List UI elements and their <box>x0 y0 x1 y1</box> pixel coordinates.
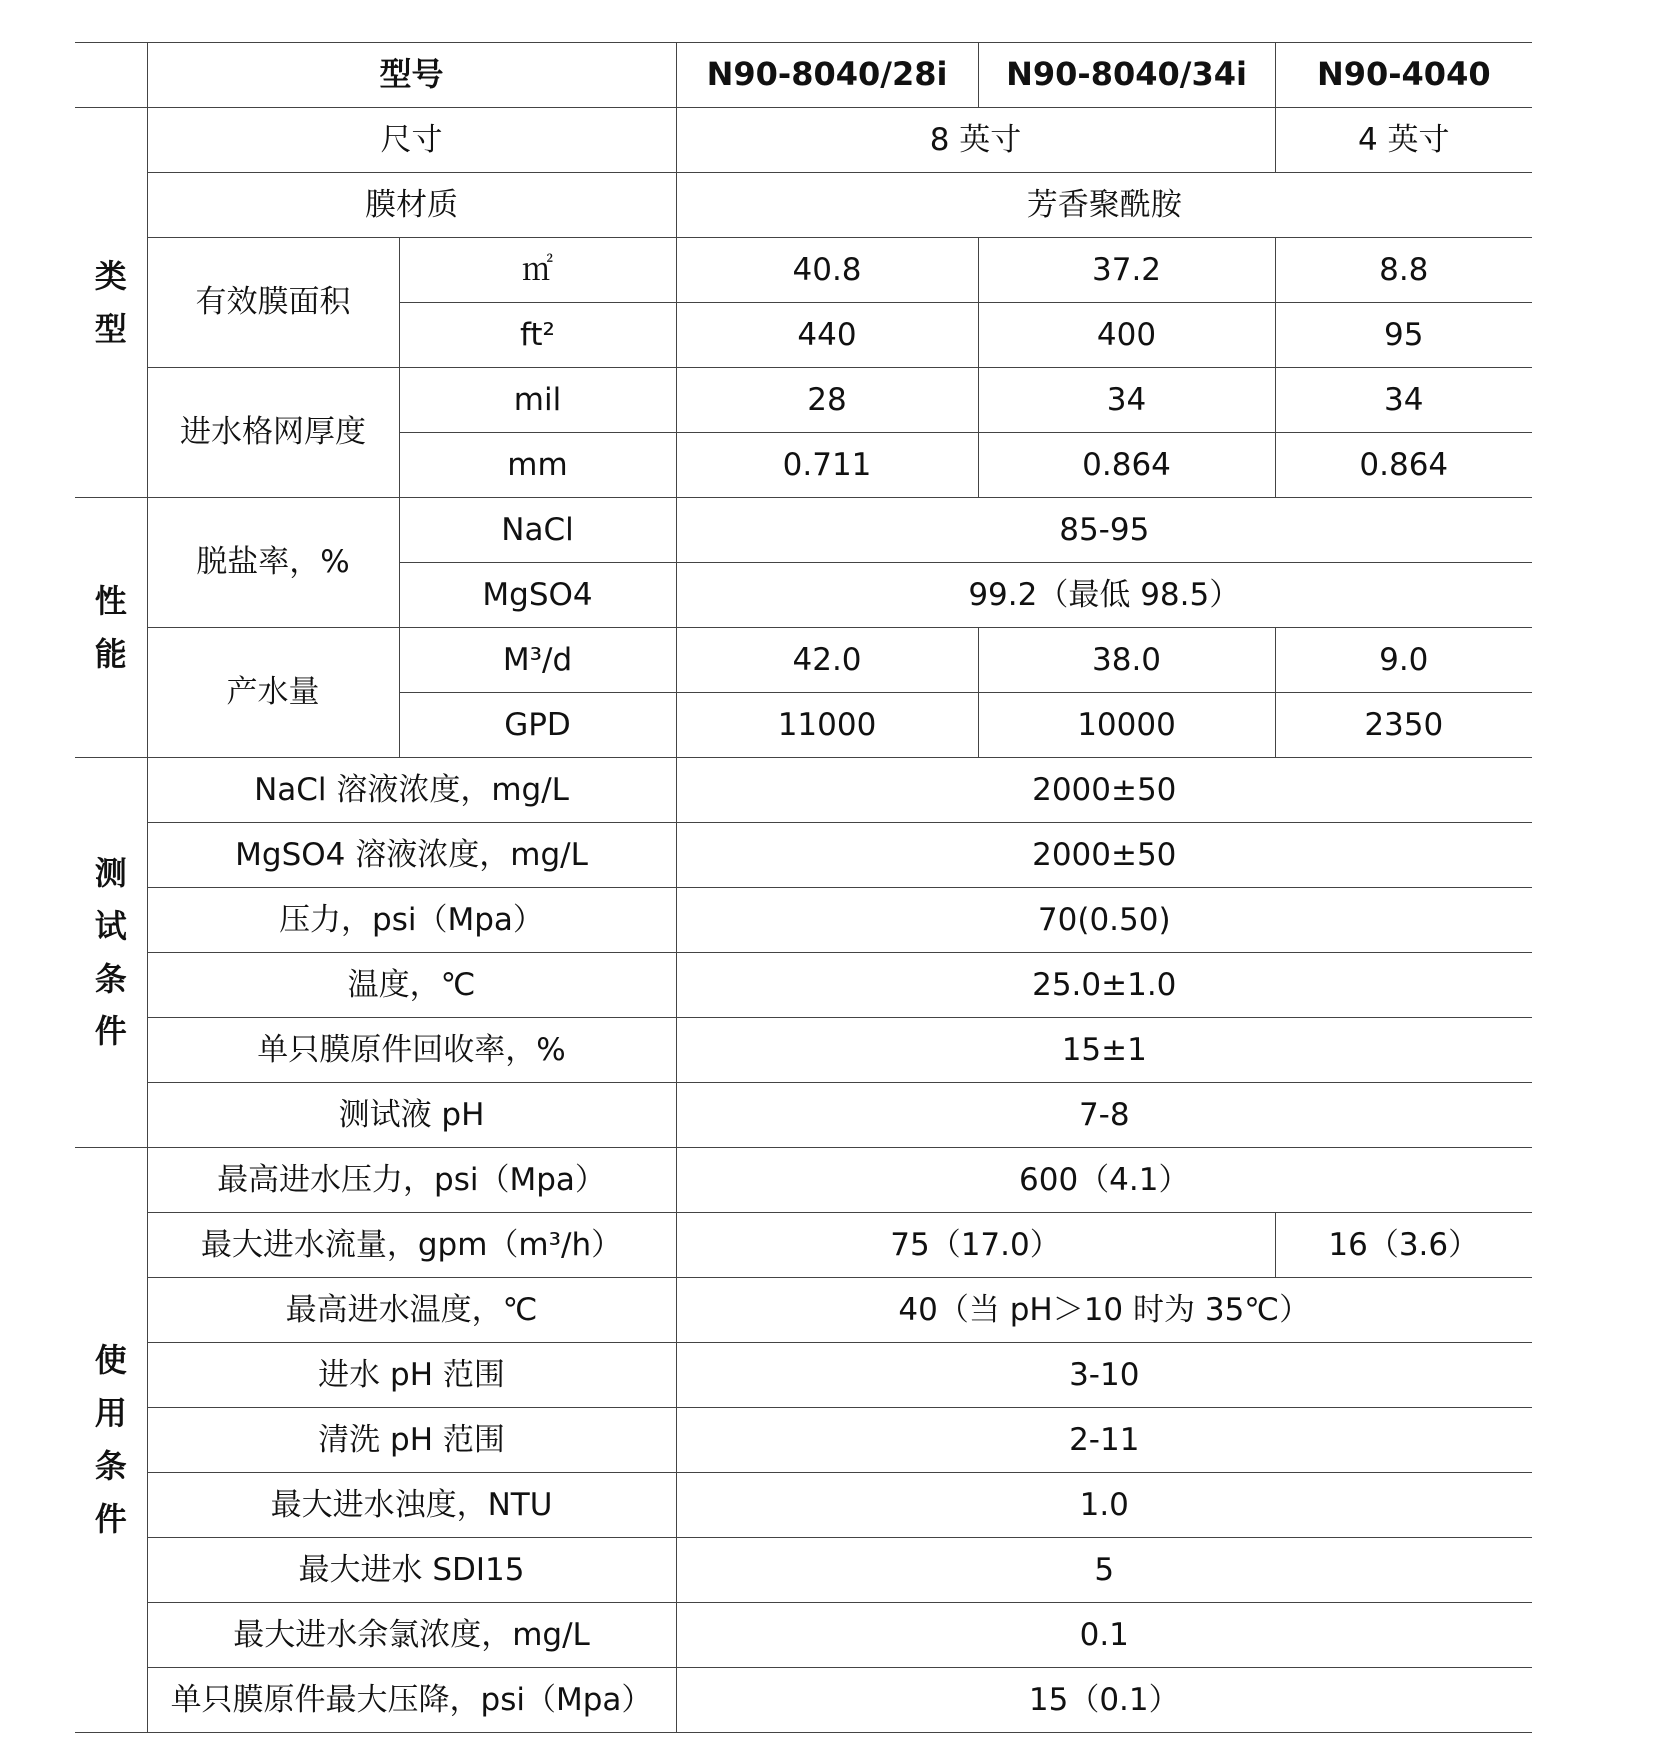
size-8in: 8 英寸 <box>676 108 1275 173</box>
table-row <box>75 1473 1532 1538</box>
table-row <box>75 1148 1532 1213</box>
cell-value: 38.0 <box>978 628 1275 693</box>
table-row <box>75 108 1532 173</box>
row-value: 0.1 <box>676 1603 1532 1668</box>
row-label: 单只膜原件回收率，% <box>147 1018 676 1083</box>
table-row <box>75 1668 1532 1733</box>
table-row <box>75 628 1532 693</box>
table-row <box>75 368 1532 433</box>
cell-value: 0.864 <box>978 433 1275 498</box>
cell-value: 8.8 <box>1275 238 1532 303</box>
row-label: 最大进水 SDI15 <box>147 1538 676 1603</box>
cell-value: 11000 <box>676 693 978 758</box>
row-value: 1.0 <box>676 1473 1532 1538</box>
cell-value: 42.0 <box>676 628 978 693</box>
corner-cell <box>75 43 147 108</box>
table-row <box>75 1538 1532 1603</box>
unit-mm: mm <box>399 433 676 498</box>
unit-m2: ㎡ <box>399 238 676 303</box>
row-value: 2-11 <box>676 1408 1532 1473</box>
row-value: 3-10 <box>676 1343 1532 1408</box>
header-row <box>75 43 1532 108</box>
table-row <box>75 823 1532 888</box>
unit-mil: mil <box>399 368 676 433</box>
row-label: 压力，psi（Mpa） <box>147 888 676 953</box>
row-label-area: 有效膜面积 <box>147 238 399 368</box>
table-row <box>75 238 1532 303</box>
cell-value: 34 <box>978 368 1275 433</box>
table-row <box>75 1603 1532 1668</box>
category-test: 测 试 条 件 <box>75 758 147 1148</box>
cell-value: 28 <box>676 368 978 433</box>
category-use: 使 用 条 件 <box>75 1148 147 1733</box>
model-4040: N90-4040 <box>1275 43 1532 108</box>
row-value: 25.0±1.0 <box>676 953 1532 1018</box>
cell-value: 2350 <box>1275 693 1532 758</box>
unit-gpd: GPD <box>399 693 676 758</box>
model-34i: N90-8040/34i <box>978 43 1275 108</box>
cell-value: 95 <box>1275 303 1532 368</box>
cell-value: 37.2 <box>978 238 1275 303</box>
table-row <box>75 1018 1532 1083</box>
table-row <box>75 173 1532 238</box>
row-label: 单只膜原件最大压降，psi（Mpa） <box>147 1668 676 1733</box>
row-value: 2000±50 <box>676 823 1532 888</box>
row-label: 最大进水余氯浓度，mg/L <box>147 1603 676 1668</box>
cell-value: 0.864 <box>1275 433 1532 498</box>
table-row <box>75 1213 1532 1278</box>
model-label: 型号 <box>147 43 676 108</box>
table-row <box>75 953 1532 1018</box>
row-label: 清洗 pH 范围 <box>147 1408 676 1473</box>
table-row <box>75 1083 1532 1148</box>
model-28i: N90-8040/28i <box>676 43 978 108</box>
row-value: 15±1 <box>676 1018 1532 1083</box>
row-label: 最大进水流量，gpm（m³/h） <box>147 1213 676 1278</box>
max-flow-4in: 16（3.6） <box>1275 1213 1532 1278</box>
row-value: 600（4.1） <box>676 1148 1532 1213</box>
row-label: NaCl 溶液浓度，mg/L <box>147 758 676 823</box>
row-label: 最高进水压力，psi（Mpa） <box>147 1148 676 1213</box>
table-row <box>75 498 1532 563</box>
cell-value: 400 <box>978 303 1275 368</box>
category-performance: 性 能 <box>75 498 147 758</box>
row-value: 70(0.50) <box>676 888 1532 953</box>
unit-mgso4: MgSO4 <box>399 563 676 628</box>
row-label: 进水 pH 范围 <box>147 1343 676 1408</box>
row-label-material: 膜材质 <box>147 173 676 238</box>
row-label: 温度，℃ <box>147 953 676 1018</box>
unit-nacl: NaCl <box>399 498 676 563</box>
row-label-size: 尺寸 <box>147 108 676 173</box>
table-row <box>75 1343 1532 1408</box>
table-row <box>75 758 1532 823</box>
row-value: 5 <box>676 1538 1532 1603</box>
material-value: 芳香聚酰胺 <box>676 173 1532 238</box>
table-row <box>75 1278 1532 1343</box>
max-flow-8in: 75（17.0） <box>676 1213 1275 1278</box>
rejection-nacl-value: 85-95 <box>676 498 1532 563</box>
cell-value: 10000 <box>978 693 1275 758</box>
row-value: 7-8 <box>676 1083 1532 1148</box>
unit-ft2: ft² <box>399 303 676 368</box>
row-value: 2000±50 <box>676 758 1532 823</box>
row-value: 40（当 pH＞10 时为 35℃） <box>676 1278 1532 1343</box>
row-value: 15（0.1） <box>676 1668 1532 1733</box>
category-type: 类 型 <box>75 108 147 498</box>
unit-m3d: M³/d <box>399 628 676 693</box>
cell-value: 9.0 <box>1275 628 1532 693</box>
row-label-flow: 产水量 <box>147 628 399 758</box>
row-label: 最大进水浊度，NTU <box>147 1473 676 1538</box>
row-label-spacer: 进水格网厚度 <box>147 368 399 498</box>
table-row <box>75 888 1532 953</box>
cell-value: 440 <box>676 303 978 368</box>
rejection-mgso4-value: 99.2（最低 98.5） <box>676 563 1532 628</box>
spec-table <box>75 42 1532 1733</box>
cell-value: 0.711 <box>676 433 978 498</box>
row-label: MgSO4 溶液浓度，mg/L <box>147 823 676 888</box>
row-label: 测试液 pH <box>147 1083 676 1148</box>
cell-value: 40.8 <box>676 238 978 303</box>
cell-value: 34 <box>1275 368 1532 433</box>
row-label-rejection: 脱盐率，% <box>147 498 399 628</box>
size-4in: 4 英寸 <box>1275 108 1532 173</box>
row-label: 最高进水温度，℃ <box>147 1278 676 1343</box>
table-row <box>75 1408 1532 1473</box>
